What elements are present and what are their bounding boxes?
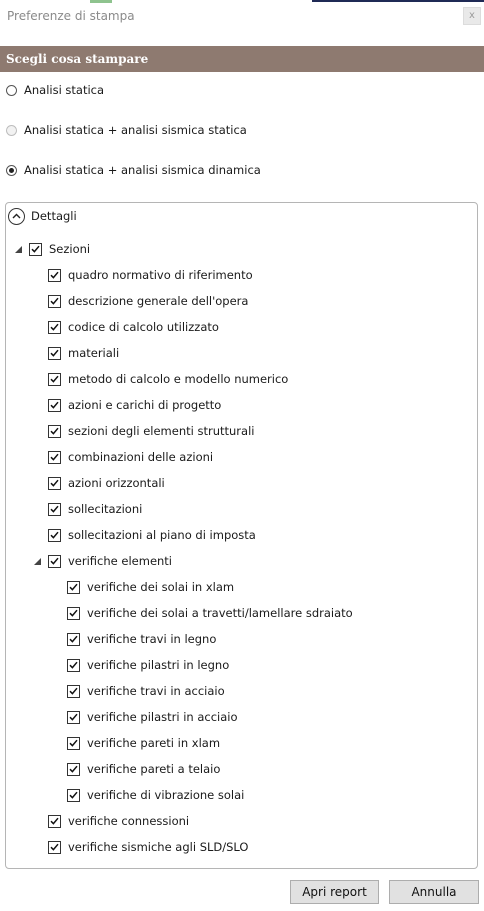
tree-item[interactable]: [48, 344, 119, 362]
radio-button: [6, 125, 17, 136]
radio-button[interactable]: [6, 165, 17, 176]
radio-label: Analisi statica: [24, 83, 105, 97]
checkbox[interactable]: [48, 815, 61, 828]
radio-button[interactable]: [6, 85, 17, 96]
checkbox-label: codice di calcolo utilizzato: [68, 320, 219, 334]
tree-item[interactable]: [48, 448, 213, 466]
checkbox[interactable]: [48, 555, 61, 568]
checkbox-label: verifiche dei solai a travetti/lamellare sdraiato: [87, 606, 353, 620]
collapse-chevron-icon[interactable]: [8, 208, 25, 225]
top-accent-line: [312, 0, 484, 2]
tree-subitem[interactable]: [67, 656, 229, 674]
checkbox-label: verifiche di vibrazione solai: [87, 788, 245, 802]
checkbox-label: azioni e carichi di progetto: [68, 398, 222, 412]
checkbox[interactable]: [67, 685, 80, 698]
title-bar: [0, 0, 484, 32]
radio-label: Analisi statica + analisi sismica dinamica: [24, 163, 261, 177]
radio-label: Analisi statica + analisi sismica statica: [24, 123, 247, 137]
cancel-button[interactable]: Annulla: [389, 880, 479, 904]
checkbox-label: verifiche pareti in xlam: [87, 736, 221, 750]
checkbox[interactable]: [48, 477, 61, 490]
checkbox[interactable]: [48, 347, 61, 360]
radio-option-3[interactable]: [6, 162, 261, 178]
radio-option-1[interactable]: [6, 82, 104, 98]
checkbox[interactable]: [67, 581, 80, 594]
expand-arrow-icon[interactable]: [34, 558, 41, 565]
checkbox-label: sollecitazioni al piano di imposta: [68, 528, 256, 542]
checkbox-label: verifiche pilastri in acciaio: [87, 710, 238, 724]
tree-item[interactable]: [48, 292, 248, 310]
details-header[interactable]: [6, 206, 77, 226]
tree-item[interactable]: [48, 812, 189, 830]
tree-node-verifiche-elementi[interactable]: [48, 552, 172, 570]
checkbox[interactable]: [48, 841, 61, 854]
checkbox-label: verifiche pilastri in legno: [87, 658, 230, 672]
close-icon: x: [469, 10, 475, 21]
checkbox-label: Sezioni: [49, 242, 91, 256]
tree-subitem[interactable]: [67, 682, 225, 700]
app-accent-mark: [90, 0, 112, 3]
checkbox-label: verifiche elementi: [68, 554, 173, 568]
tree-subitem[interactable]: [67, 604, 353, 622]
checkbox[interactable]: [48, 269, 61, 282]
checkbox-label: quadro normativo di riferimento: [68, 268, 253, 282]
checkbox[interactable]: [67, 763, 80, 776]
tree-item[interactable]: [48, 500, 142, 518]
tree-item[interactable]: [48, 396, 221, 414]
checkbox[interactable]: [67, 789, 80, 802]
checkbox[interactable]: [67, 659, 80, 672]
checkbox[interactable]: [48, 399, 61, 412]
checkbox[interactable]: [67, 711, 80, 724]
checkbox[interactable]: [48, 373, 61, 386]
tree-item[interactable]: [48, 370, 288, 388]
checkbox-label: verifiche pareti a telaio: [87, 762, 221, 776]
checkbox[interactable]: [67, 633, 80, 646]
checkbox-label: verifiche sismiche agli SLD/SLO: [68, 840, 249, 854]
tree-subitem[interactable]: [67, 578, 234, 596]
tree-item[interactable]: [48, 526, 256, 544]
checkbox[interactable]: [48, 503, 61, 516]
tree-subitem[interactable]: [67, 734, 220, 752]
expand-arrow-icon[interactable]: [15, 246, 22, 253]
checkbox-label: sollecitazioni: [68, 502, 143, 516]
tree-item[interactable]: [48, 318, 219, 336]
tree-item[interactable]: [48, 474, 165, 492]
open-report-button[interactable]: Apri report: [290, 880, 379, 904]
details-label: Dettagli: [31, 209, 77, 223]
checkbox-label: sezioni degli elementi strutturali: [68, 424, 255, 438]
checkbox[interactable]: [48, 321, 61, 334]
checkbox[interactable]: [67, 607, 80, 620]
checkbox-label: verifiche connessioni: [68, 814, 190, 828]
section-header: Scegli cosa stampare: [0, 46, 484, 72]
checkbox-label: verifiche travi in acciaio: [87, 684, 225, 698]
tree-subitem[interactable]: [67, 708, 238, 726]
tree-item[interactable]: [48, 266, 253, 284]
checkbox-label: verifiche travi in legno: [87, 632, 217, 646]
tree-item[interactable]: [48, 838, 249, 856]
window-title: Preferenze di stampa: [7, 9, 135, 23]
tree-subitem[interactable]: [67, 630, 216, 648]
checkbox[interactable]: [48, 295, 61, 308]
checkbox[interactable]: [48, 425, 61, 438]
tree-item[interactable]: [48, 422, 254, 440]
tree-subitem[interactable]: [67, 760, 220, 778]
checkbox[interactable]: [48, 529, 61, 542]
checkbox[interactable]: [48, 451, 61, 464]
checkbox-label: descrizione generale dell'opera: [68, 294, 249, 308]
tree-subitem[interactable]: [67, 786, 244, 804]
details-group: [5, 202, 478, 869]
close-button[interactable]: [463, 7, 481, 25]
checkbox-label: azioni orizzontali: [68, 476, 165, 490]
checkbox[interactable]: [29, 243, 42, 256]
checkbox-label: verifiche dei solai in xlam: [87, 580, 235, 594]
checkbox-label: combinazioni delle azioni: [68, 450, 214, 464]
radio-option-2: [6, 122, 247, 138]
checkbox-label: metodo di calcolo e modello numerico: [68, 372, 289, 386]
checkbox-label: materiali: [68, 346, 120, 360]
tree-node-sezioni[interactable]: [29, 240, 90, 258]
checkbox[interactable]: [67, 737, 80, 750]
